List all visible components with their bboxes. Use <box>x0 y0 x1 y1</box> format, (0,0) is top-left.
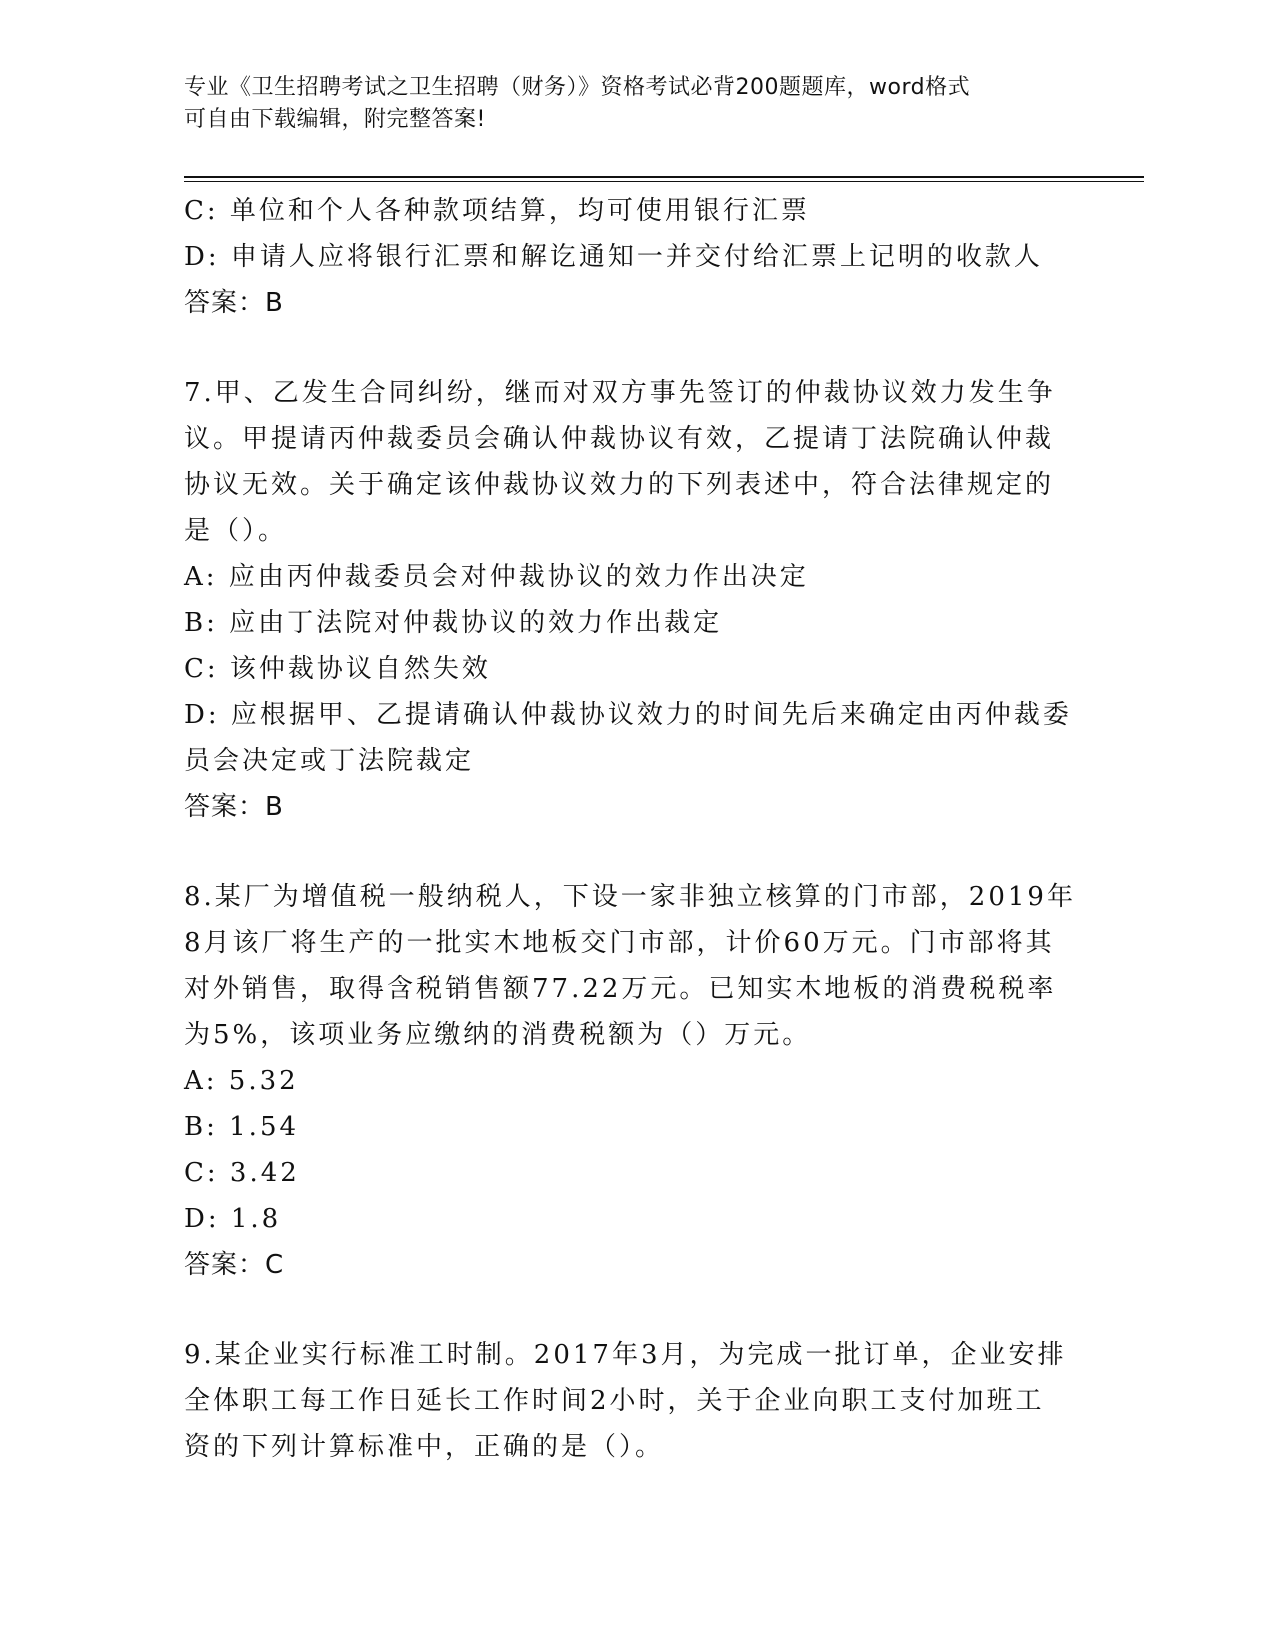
spacer <box>184 830 1084 874</box>
q8-stem-line: 为5%，该项业务应缴纳的消费税额为（）万元。 <box>184 1020 812 1050</box>
q7-stem-line: 7.甲、乙发生合同纠纷，继而对双方事先签订的仲裁协议效力发生争 <box>184 378 1056 408</box>
q7-option-d-line: 员会决定或丁法院裁定 <box>184 746 475 776</box>
spacer <box>184 1288 1084 1332</box>
q8-option-b: B: 1.54 <box>184 1112 300 1142</box>
q7-option-c: C: 该仲裁协议自然失效 <box>184 654 491 684</box>
q9-stem-line: 资的下列计算标准中，正确的是（）。 <box>184 1432 665 1462</box>
q7-stem-line: 是（）。 <box>184 516 288 546</box>
q6-option-c: C: 单位和个人各种款项结算，均可使用银行汇票 <box>184 196 810 226</box>
question-6-tail <box>184 188 1084 326</box>
question-content <box>184 188 1084 1470</box>
q6-answer: 答案：B <box>184 288 284 318</box>
q8-option-a: A: 5.32 <box>184 1066 299 1096</box>
q7-answer: 答案：B <box>184 792 284 822</box>
q6-option-d: D: 申请人应将银行汇票和解讫通知一并交付给汇票上记明的收款人 <box>184 242 1043 272</box>
q9-stem-line: 9.某企业实行标准工时制。2017年3月，为完成一批订单，企业安排 <box>184 1340 1067 1370</box>
q8-stem-line: 8.某厂为增值税一般纳税人，下设一家非独立核算的门市部，2019年 <box>184 882 1076 912</box>
question-9 <box>184 1332 1084 1470</box>
question-7 <box>184 370 1084 830</box>
header-divider-thin <box>184 181 1144 182</box>
q8-option-c: C: 3.42 <box>184 1158 300 1188</box>
q8-stem-line: 8月该厂将生产的一批实木地板交门市部，计价60万元。门市部将其 <box>184 928 1055 958</box>
q7-stem-line: 议。甲提请丙仲裁委员会确认仲裁协议有效，乙提请丁法院确认仲裁 <box>184 424 1055 454</box>
q8-answer: 答案：C <box>184 1250 285 1280</box>
header-line-1: 专业《卫生招聘考试之卫生招聘（财务）》资格考试必背200题题库，word格式 <box>184 75 971 100</box>
q7-stem-line: 协议无效。关于确定该仲裁协议效力的下列表述中，符合法律规定的 <box>184 470 1055 500</box>
q7-option-a: A: 应由丙仲裁委员会对仲裁协议的效力作出决定 <box>184 562 809 592</box>
document-header <box>184 72 1064 136</box>
q9-stem-line: 全体职工每工作日延长工作时间2小时，关于企业向职工支付加班工 <box>184 1386 1045 1416</box>
question-8 <box>184 874 1084 1288</box>
spacer <box>184 326 1084 370</box>
header-line-2: 可自由下载编辑，附完整答案! <box>184 107 486 132</box>
q7-option-b: B: 应由丁法院对仲裁协议的效力作出裁定 <box>184 608 723 638</box>
header-divider-thick <box>184 176 1144 178</box>
q7-option-d-line: D: 应根据甲、乙提请确认仲裁协议效力的时间先后来确定由丙仲裁委 <box>184 700 1072 730</box>
q8-option-d: D: 1.8 <box>184 1204 282 1234</box>
q8-stem-line: 对外销售，取得含税销售额77.22万元。已知实木地板的消费税税率 <box>184 974 1057 1004</box>
